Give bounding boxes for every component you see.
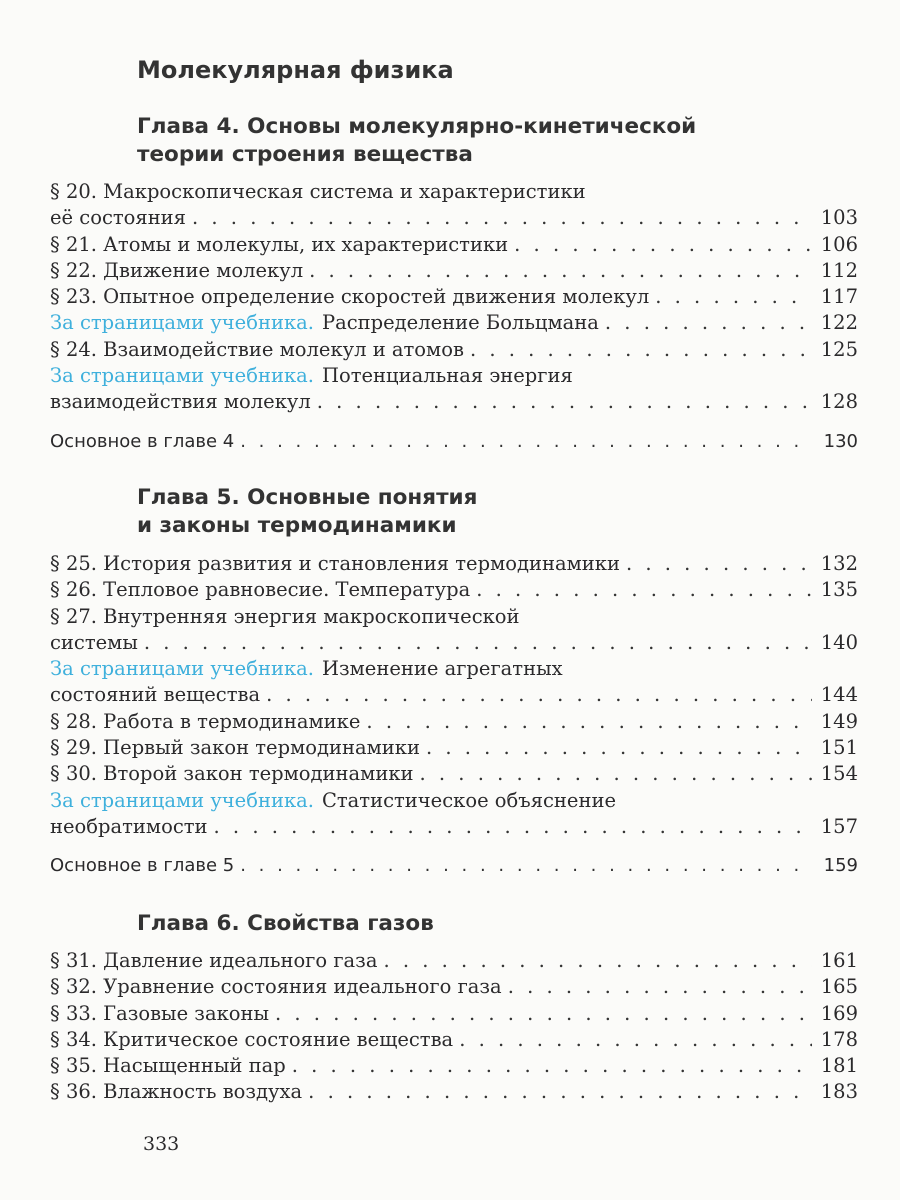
entry-page-number: 151 xyxy=(820,736,858,760)
dot-leader xyxy=(240,429,812,455)
beyond-textbook-label: За страницами учебника. xyxy=(50,364,314,388)
entry-title: Основное в главе 4 xyxy=(50,430,235,452)
entry-line xyxy=(50,232,858,258)
entry-line xyxy=(50,363,858,389)
entry-line xyxy=(50,682,858,708)
entry-page-number: 183 xyxy=(820,1080,858,1104)
entry-title: § 22. Движение молекул xyxy=(50,258,304,282)
toc-entry[interactable] xyxy=(50,604,858,657)
entry-page-number: 169 xyxy=(820,1001,858,1025)
entry-line xyxy=(50,551,858,577)
toc-entry[interactable] xyxy=(50,258,858,284)
entry-line xyxy=(50,429,858,455)
chapter-summary-entry[interactable] xyxy=(50,429,858,455)
entry-line xyxy=(50,974,858,1000)
entry-line xyxy=(50,814,858,840)
dot-leader xyxy=(476,577,812,603)
dot-leader xyxy=(514,232,812,258)
entry-line xyxy=(50,1079,858,1105)
entry-page-number: 112 xyxy=(820,258,858,282)
entry-page-number: 144 xyxy=(820,683,858,707)
toc-entry[interactable] xyxy=(50,363,858,416)
dot-leader xyxy=(626,551,812,577)
entry-page-number: 125 xyxy=(820,337,858,361)
entry-title: § 33. Газовые законы xyxy=(50,1001,270,1025)
chapter-entries xyxy=(50,948,858,1106)
entry-page-number: 165 xyxy=(820,975,858,999)
page-number: 333 xyxy=(143,1133,180,1155)
entry-page-number: 157 xyxy=(820,814,858,838)
entry-line xyxy=(50,604,858,630)
dot-leader xyxy=(426,735,812,761)
entry-page-number: 149 xyxy=(820,709,858,733)
entry-title: § 36. Влажность воздуха xyxy=(50,1080,303,1104)
entry-page-number: 161 xyxy=(820,949,858,972)
entry-title: § 32. Уравнение состояния идеального газа xyxy=(50,975,502,999)
entry-line xyxy=(50,310,858,336)
entry-page-number: 181 xyxy=(820,1054,858,1078)
toc-entry[interactable] xyxy=(50,179,858,232)
toc-entry[interactable] xyxy=(50,1053,858,1079)
toc-entry[interactable] xyxy=(50,788,858,841)
toc-entry[interactable] xyxy=(50,1079,858,1105)
entry-title: Основное в главе 5 xyxy=(50,855,235,877)
chapter-title-line: и законы термодинамики xyxy=(137,513,457,538)
entry-page-number: 132 xyxy=(820,552,858,575)
dot-leader xyxy=(144,630,812,656)
dot-leader xyxy=(605,310,812,336)
chapter-summary-entry[interactable] xyxy=(50,853,858,879)
entry-page-number: 106 xyxy=(820,232,858,256)
dot-leader xyxy=(470,337,812,363)
entry-title: § 28. Работа в термодинамике xyxy=(50,709,361,733)
toc-entry[interactable] xyxy=(50,974,858,1000)
entry-line xyxy=(50,1027,858,1053)
entry-page-number: 122 xyxy=(820,311,858,335)
entry-line xyxy=(50,389,858,415)
entry-line xyxy=(50,284,858,310)
entry-line xyxy=(50,258,858,284)
entry-title: § 30. Второй закон термодинамики xyxy=(50,762,414,786)
dot-leader xyxy=(266,682,812,708)
beyond-textbook-label: За страницами учебника. xyxy=(50,311,314,335)
entry-page-number: 178 xyxy=(820,1027,858,1051)
toc-entry[interactable] xyxy=(50,656,858,709)
dot-leader xyxy=(366,709,812,735)
toc-entry[interactable] xyxy=(50,551,858,577)
entry-title: § 34. Критическое состояние вещества xyxy=(50,1027,454,1051)
beyond-textbook-label: За страницами учебника. xyxy=(50,788,314,812)
entry-title: Распределение Больцмана xyxy=(321,311,599,335)
entry-page-number: 135 xyxy=(820,578,858,602)
part-title: Молекулярная физика xyxy=(137,56,454,84)
dot-leader xyxy=(459,1027,812,1053)
entry-page-number: 159 xyxy=(823,855,858,877)
dot-leader xyxy=(240,853,812,879)
chapter-title-line: теории строения вещества xyxy=(137,142,473,167)
toc-entry[interactable] xyxy=(50,1027,858,1053)
toc-entry[interactable] xyxy=(50,735,858,761)
dot-leader xyxy=(292,1053,812,1079)
dot-leader xyxy=(214,814,812,840)
entry-title: § 23. Опытное определение скоростей движения молекул xyxy=(50,285,650,309)
entry-title: § 27. Внутренняя энергия макроскопической xyxy=(50,604,520,628)
entry-line xyxy=(50,761,858,787)
entry-title: Потенциальная энергия xyxy=(321,364,573,388)
dot-leader xyxy=(192,205,812,231)
dot-leader xyxy=(383,948,812,974)
toc-entry[interactable] xyxy=(50,709,858,735)
entry-line xyxy=(50,577,858,603)
toc-entry[interactable] xyxy=(50,948,858,974)
entry-line xyxy=(50,1053,858,1079)
dot-leader xyxy=(317,389,812,415)
dot-leader xyxy=(420,761,812,787)
toc-entry[interactable] xyxy=(50,232,858,258)
entry-title: § 20. Макроскопическая система и характеристики xyxy=(50,180,586,203)
chapter-title xyxy=(137,484,477,540)
entry-line xyxy=(50,630,858,656)
entry-title-continued: взаимодействия молекул xyxy=(50,390,311,414)
dot-leader xyxy=(308,1079,812,1105)
entry-title: § 24. Взаимодействие молекул и атомов xyxy=(50,337,464,361)
entry-page-number: 140 xyxy=(820,630,858,654)
toc-entry[interactable] xyxy=(50,310,858,336)
beyond-textbook-label: За страницами учебника. xyxy=(50,657,314,681)
entry-title: § 31. Давление идеального газа xyxy=(50,949,378,972)
dot-leader xyxy=(309,258,812,284)
entry-page-number: 154 xyxy=(820,762,858,786)
entry-line xyxy=(50,1001,858,1027)
entry-line xyxy=(50,948,858,974)
entry-page-number: 103 xyxy=(820,206,858,230)
entry-title: Изменение агрегатных xyxy=(321,657,563,681)
entry-line xyxy=(50,205,858,231)
chapter-title xyxy=(137,910,434,938)
dot-leader xyxy=(508,974,812,1000)
entry-page-number: 130 xyxy=(823,430,858,452)
toc-entry[interactable] xyxy=(50,577,858,603)
entry-line xyxy=(50,788,858,814)
entry-title: Статистическое объяснение xyxy=(321,788,616,812)
entry-title-continued: её состояния xyxy=(50,206,186,230)
entry-line xyxy=(50,179,858,205)
entry-line xyxy=(50,337,858,363)
toc-entry[interactable] xyxy=(50,1001,858,1027)
entry-title: § 21. Атомы и молекулы, их характеристики xyxy=(50,232,509,256)
entry-page-number: 128 xyxy=(820,390,858,414)
toc-entry[interactable] xyxy=(50,284,858,310)
dot-leader xyxy=(655,284,812,310)
dot-leader xyxy=(275,1001,812,1027)
toc-entry[interactable] xyxy=(50,337,858,363)
entry-title: § 35. Насыщенный пар xyxy=(50,1054,286,1078)
chapter-entries xyxy=(50,551,858,880)
entry-line xyxy=(50,709,858,735)
chapter-entries xyxy=(50,179,858,455)
entry-title: § 26. Тепловое равновесие. Температура xyxy=(50,578,471,602)
chapter-title-line: Глава 4. Основы молекулярно-кинетической xyxy=(137,114,697,139)
entry-title-continued: состояний вещества xyxy=(50,683,261,707)
toc-entry[interactable] xyxy=(50,761,858,787)
entry-page-number: 117 xyxy=(820,285,858,309)
entry-line xyxy=(50,656,858,682)
chapter-title-line: Глава 6. Свойства газов xyxy=(137,911,434,936)
entry-title: § 29. Первый закон термодинамики xyxy=(50,736,420,760)
entry-line xyxy=(50,853,858,879)
entry-title-continued: необратимости xyxy=(50,814,208,838)
entry-title: § 25. История развития и становления термодинамики xyxy=(50,552,620,575)
entry-title-continued: системы xyxy=(50,630,138,654)
chapter-title-line: Глава 5. Основные понятия xyxy=(137,485,478,510)
entry-line xyxy=(50,735,858,761)
chapter-title xyxy=(137,113,696,169)
